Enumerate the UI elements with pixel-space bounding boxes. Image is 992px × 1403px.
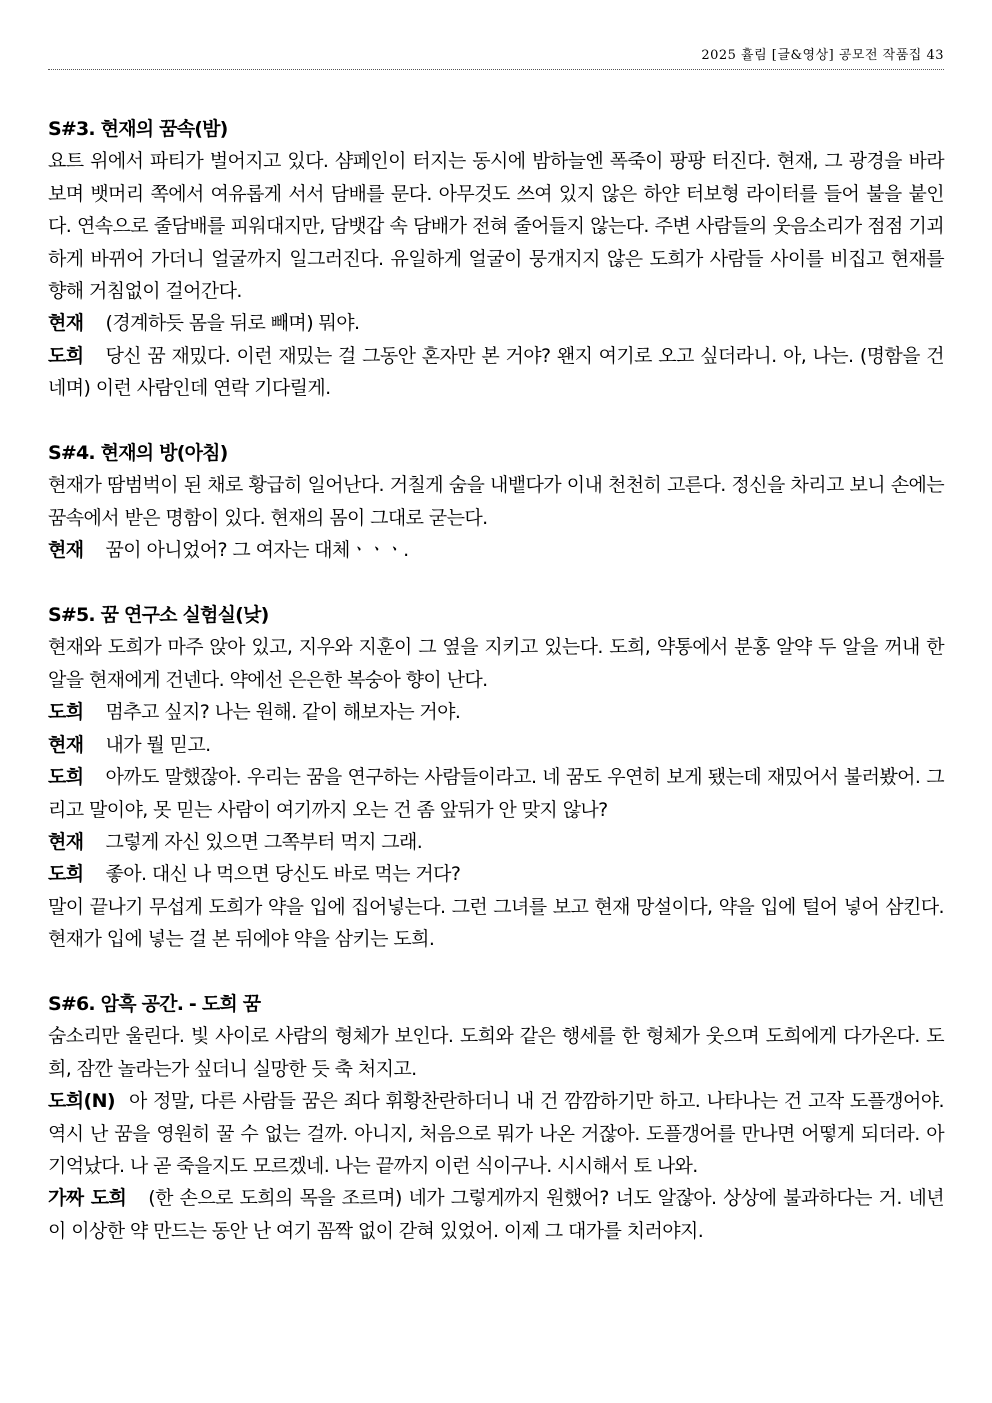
dialogue-line — [48, 534, 944, 566]
action-paragraph: 요트 위에서 파티가 벌어지고 있다. 샴페인이 터지는 동시에 밤하늘엔 폭죽이 팡팡 터진다. 현재, 그 광경을 바라보며 뱃머리 쪽에서 여유롭게 서서 담배를 문다. 아무것도 쓰여 있지 않은 하얀 터보형 라이터를 들어 불을 붙인다. 연속으로 줄담배를 피워대지만, 담뱃갑 속 담배가 전혀 줄어들지 않는다. 주변 사람들의 웃음소리가 점점 기괴하게 바뀌어 가더니 얼굴까지 일그러진다. 유일하게 얼굴이 뭉개지지 않은 도희가 사람들 사이를 비집고 현재를 향해 거침없이 걸어간다. — [48, 150, 944, 303]
dialogue-line — [48, 307, 944, 339]
speaker-name: 도희 — [48, 766, 84, 789]
scene-heading: S#6. 암흑 공간. - 도희 꿈 — [48, 992, 261, 1015]
dialogue-line — [48, 729, 944, 761]
dialogue-text: 아까도 말했잖아. 우리는 꿈을 연구하는 사람들이라고. 네 꿈도 우연히 보게 됐는데 재밌어서 불러봤어. 그리고 말이야, 못 믿는 사람이 여기까지 오는 건 좀 앞뒤가 안 맞지 않나? — [48, 766, 944, 821]
dialogue-text: 좋아. 대신 나 먹으면 당신도 바로 먹는 거다? — [105, 863, 461, 886]
speaker-name: 도희 — [48, 701, 84, 724]
dialogue-text: (한 손으로 도희의 목을 조르며) 네가 그렇게까지 원했어? 너도 알잖아. 상상에 불과하다는 거. 네년이 이상한 약 만드는 동안 난 여기 꼼짝 없이 갇혀 있었어. 이제 그 대가를 치러야지. — [48, 1187, 945, 1242]
scene-section — [48, 599, 944, 955]
action-paragraph: 현재와 도희가 마주 앉아 있고, 지우와 지훈이 그 옆을 지키고 있는다. 도희, 약통에서 분홍 알약 두 알을 꺼내 한 알을 현재에게 건넨다. 약에선 은은한 복숭아 향이 난다. — [48, 636, 944, 691]
dialogue-line — [48, 858, 944, 890]
scene-section — [48, 113, 944, 405]
dialogue-line — [48, 696, 944, 728]
speaker-name: 도희 — [48, 344, 84, 367]
dialogue-text: 그렇게 자신 있으면 그쪽부터 먹지 그래. — [105, 830, 423, 853]
scene-heading: S#3. 현재의 꿈속(밤) — [48, 118, 228, 140]
dialogue-text: 당신 꿈 재밌다. 이런 재밌는 걸 그동안 혼자만 본 거야? 왠지 여기로 오고 싶더라니. 아, 나는. (명함을 건네며) 이런 사람인데 연락 기다릴게. — [48, 344, 944, 400]
speaker-name: 현재 — [48, 539, 84, 562]
action-paragraph: 숨소리만 울린다. 빛 사이로 사람의 형체가 보인다. 도희와 같은 행세를 한 형체가 웃으며 도희에게 다가온다. 도희, 잠깐 놀라는가 싶더니 실망한 듯 축 처지고. — [48, 1025, 944, 1080]
dialogue-line — [48, 761, 944, 826]
speaker-name: 도희(N) — [48, 1090, 115, 1113]
scene-heading: S#5. 꿈 연구소 실험실(낮) — [48, 604, 269, 627]
dialogue-line — [48, 340, 944, 405]
dialogue-line — [48, 1085, 944, 1182]
action-paragraph: 현재가 땀범벅이 된 채로 황급히 일어난다. 거칠게 숨을 내뱉다가 이내 천천히 고른다. 정신을 차리고 보니 손에는 꿈속에서 받은 명함이 있다. 현재의 몸이 그대로 굳는다. — [48, 474, 944, 529]
speaker-name: 가짜 도희 — [48, 1187, 127, 1210]
page-header: 2025 휼림 [글&영상] 공모전 작품집 43 — [701, 48, 944, 63]
scene-section — [48, 437, 944, 567]
scene-heading: S#4. 현재의 방(아침) — [48, 442, 228, 465]
dialogue-text: 내가 뭘 믿고. — [105, 733, 211, 756]
speaker-name: 현재 — [48, 733, 84, 756]
action-paragraph: 말이 끝나기 무섭게 도희가 약을 입에 집어넣는다. 그런 그녀를 보고 현재 망설이다, 약을 입에 털어 넣어 삼킨다. 현재가 입에 넣는 걸 본 뒤에야 약을 삼키는 도희. — [48, 895, 944, 951]
scene-section — [48, 988, 944, 1247]
dialogue-line — [48, 826, 944, 858]
speaker-name: 현재 — [48, 830, 84, 853]
script-body — [48, 113, 944, 1247]
dialogue-text: 꿈이 아니었어? 그 여자는 대체ㆍㆍㆍ. — [105, 539, 409, 562]
dialogue-text: 멈추고 싶지? 나는 원해. 같이 해보자는 거야. — [105, 701, 461, 724]
header-divider — [48, 69, 944, 70]
speaker-name: 현재 — [48, 312, 84, 335]
dialogue-line — [48, 1182, 944, 1247]
dialogue-text: (경계하듯 몸을 뒤로 빼며) 뭐야. — [105, 312, 360, 335]
speaker-name: 도희 — [48, 863, 84, 886]
dialogue-text: 아 정말, 다른 사람들 꿈은 죄다 휘황찬란하더니 내 건 깜깜하기만 하고. 나타나는 건 고작 도플갱어야. 역시 난 꿈을 영원히 꿀 수 없는 걸까. 아니지, 처음으로 뭐가 나온 거잖아. 도플갱어를 만나면 어떻게 되더라. 아 기억났다. 나 곧 죽을지도 모르겠네. 나는 끝까지 이런 식이구나. 시시해서 토 나와. — [48, 1090, 944, 1177]
